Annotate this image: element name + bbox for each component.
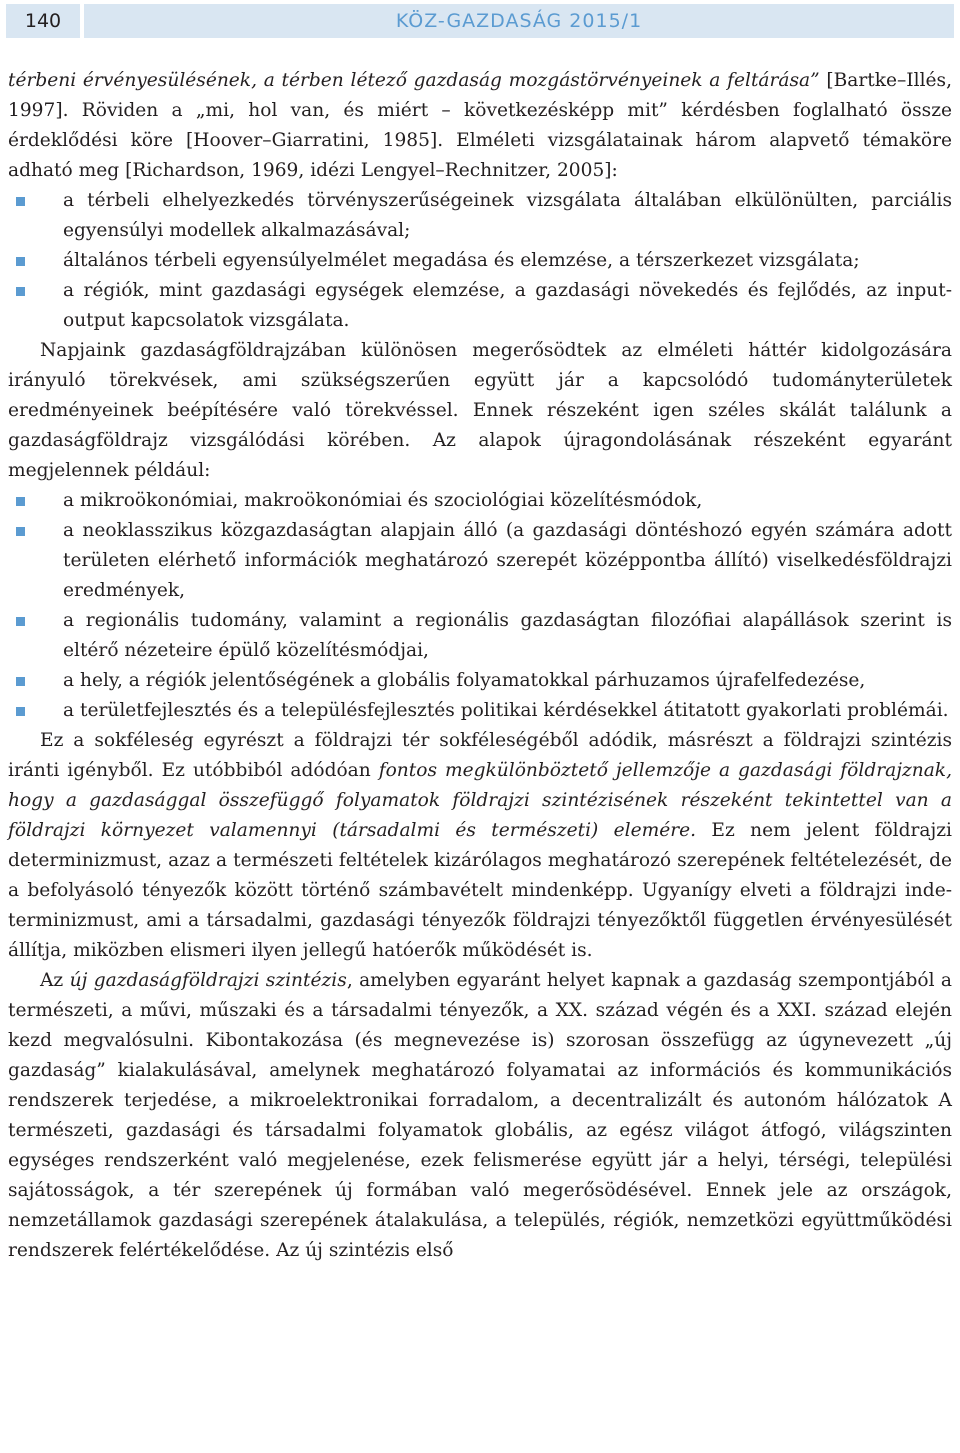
list-item-text: a hely, a régiók jelentőségének a globális folyamatokkal párhuzamos újrafelfedezése, [63, 670, 866, 691]
list-item [8, 486, 952, 516]
paragraph-2: Napjaink gazdaságföldrajzában különösen megerősödtek az elméleti háttér kidolgozására irányuló törekvések, ami szükségszerűen együtt jár a kapcsolódó tudományterületek eredményeinek beépítésére való törekvéssel. Ennek részeként igen széles skálát találunk a gazdaságföldrajz vizsgálódási körében. Az alapok újragondolásának részeként egyaránt megjelennek például: [8, 340, 952, 481]
square-bullet-icon [16, 287, 25, 296]
paragraph-4-italic: új gazdaságföldrajzi szintézis [69, 970, 347, 991]
page-number: 140 [6, 4, 80, 38]
bullet-list-1 [8, 186, 952, 336]
list-item-text: a térbeli elhelyezkedés törvényszerűségeinek vizsgálata általában elkülönülten, parciális egyensúlyi modellek alkalmazásával; [63, 190, 952, 241]
paragraph-4-text-a: Az [40, 970, 70, 991]
paragraph-1-text: [Bartke–Illés, 1997]. Röviden a „mi, hol van, és miért – következésképp mit” kérdésben foglalható össze érdeklődési köre [Hoover–Giarratini, 1985]. Elméleti vizsgálatainak három alapvető témaköre adható meg [Richardson, 1969, idézi Lengyel–Rechnitzer, 2005]: [8, 70, 952, 181]
list-item [8, 186, 952, 246]
paragraph-4 [8, 966, 952, 1266]
square-bullet-icon [16, 677, 25, 686]
paragraph-4-text-c: , amelyben egyaránt helyet kapnak a gazdaság szempontjából a természeti, a művi, műszaki és a társadalmi tényezők, a XX. század végén és a XXI. század elején kezd megvalósulni. Kibontakozása (és megnevezése is) szorosan összefügg az úgynevezett „új gazdaság” kialakulásával, amelynek meghatározó folyamatai az információs és kommunikációs rendszerek terjedése, a mikroelektronikai forradalom, a decentralizált és autonóm hálózatok A természeti, gazdasági és társadalmi folyamatok globális, az egész világot átfogó, világszinten egységes rendszerként való megjelenése, ezek felismerése együtt jár a helyi, térségi, települési sajátosságok, a tér szerepének új formában való megerősödésével. Ennek jele az országok, nemzetállamok gazdasági szerepének átalakulása, a település, régiók, nemzetközi együttműködési rendszerek felértékelődése. Az új szintézis első [8, 970, 952, 1261]
list-item [8, 666, 952, 696]
list-item [8, 246, 952, 276]
list-item-text: a területfejlesztés és a településfejlesztés politikai kérdésekkel átitatott gyakorlati problémái. [63, 700, 949, 721]
list-item-text: a regionális tudomány, valamint a regionális gazdaságtan filozófiai alapállások szerint is eltérő nézeteire épülő közelítésmódjai, [63, 610, 952, 661]
article-body [8, 66, 952, 1266]
paragraph-3 [8, 726, 952, 966]
bullet-list-2 [8, 486, 952, 726]
square-bullet-icon [16, 707, 25, 716]
paragraph-1-italic: térbeni érvényesülésének, a térben létező gazdaság mozgástörvényeinek a feltárása” [8, 70, 820, 91]
list-item [8, 696, 952, 726]
list-item [8, 276, 952, 336]
square-bullet-icon [16, 497, 25, 506]
list-item-text: általános térbeli egyensúlyelmélet megadása és elemzése, a térszerkezet vizsgálata; [63, 250, 860, 271]
page-header [6, 4, 954, 38]
paragraph-3-text-a: Ez a sokféleség egyrészt a földrajzi tér sokféleségéből adódik, másrészt a földrajzi szintézis iránti igényből. Ez utóbbiból adódóan [8, 730, 952, 781]
list-item-text: a neoklasszikus közgazdaságtan alapjain álló (a gazdasági döntéshozó egyén számára adott területen elérhető információk meghatározó szerepét középpontba állító) viselkedésföldrajzi eredmények, [63, 520, 952, 601]
square-bullet-icon [16, 197, 25, 206]
paragraph-3-text-c: Ez nem jelent földrajzi determinizmust, azaz a természeti feltételek kizárólagos meghatározó szerepének feltételezését, de a befolyásoló tényezők között történő számbavételt mindenképp. Ugyanígy elveti a földrajzi indeterminizmust, ami a társadalmi, gazdasági tényezők földrajzi tényezőktől független érvényesülését állítja, miközben elismeri ilyen jellegű hatóerők működését is. [8, 820, 952, 961]
list-item-text: a mikroökonómiai, makroökonómiai és szociológiai közelítésmódok, [63, 490, 703, 511]
square-bullet-icon [16, 617, 25, 626]
square-bullet-icon [16, 257, 25, 266]
paragraph-3-italic: fontos megkülönböztető jellemzője a gazdasági földrajznak, hogy a gazdasággal összefüggő folyamatok földrajzi szintézisének részeként tekintettel van a földrajzi környezet valamennyi (társadalmi és természeti) elemére. [8, 760, 952, 841]
journal-title: KÖZ-GAZDASÁG 2015/1 [84, 4, 954, 38]
list-item [8, 606, 952, 666]
list-item [8, 516, 952, 606]
list-item-text: a régiók, mint gazdasági egységek elemzése, a gazdasági növekedés és fejlődés, az input-output kapcsolatok vizsgálata. [63, 280, 952, 331]
paragraph-1 [8, 66, 952, 186]
square-bullet-icon [16, 527, 25, 536]
